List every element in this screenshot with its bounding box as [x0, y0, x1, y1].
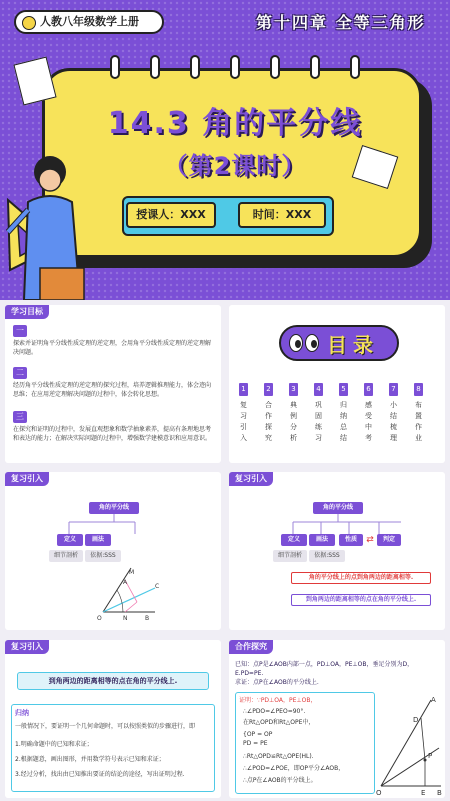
- slide-subtitle: （第2课时）: [163, 152, 307, 180]
- grade-label: 人教八年级数学上册: [40, 15, 139, 28]
- proof-line: ∴点P在∠AOB的平分线上。: [243, 777, 317, 784]
- point-label: D: [413, 716, 419, 724]
- mindmap-node-property: 性质: [339, 534, 363, 546]
- toc-slide[interactable]: [229, 305, 445, 463]
- goal-number-badge: 二: [13, 367, 27, 379]
- review-slide-2[interactable]: [229, 472, 445, 630]
- point-label: M: [129, 569, 135, 576]
- toc-item-label: 合作探究: [265, 401, 272, 442]
- dot-icon: [22, 16, 36, 30]
- toc-item[interactable]: [414, 383, 426, 444]
- goal-number-badge: 一: [13, 325, 27, 337]
- panel-header: 复习引入: [5, 640, 49, 654]
- toc-item-number: 5: [339, 383, 348, 396]
- mindmap-detail: 细节剖析: [273, 550, 307, 562]
- toc-item-number: 4: [314, 383, 323, 396]
- ring-icon: [110, 55, 120, 79]
- mindmap-node-judgement: 判定: [377, 534, 401, 546]
- explore-slide[interactable]: [229, 640, 445, 798]
- mindmap-connectors: [5, 514, 221, 534]
- goal-text: 在探究和证明的过程中，发展直观想象和数学抽象素养，提高有条理地思考和表达的能力；在解决实际问题的过程中，增强数学建模意识和应用意识。: [13, 426, 212, 442]
- point-label: N: [123, 615, 128, 622]
- grade-pill: [14, 10, 164, 34]
- toc-item-label: 布置作业: [415, 401, 422, 442]
- proof-line: ∴∠PDO=∠PEO=90°.: [243, 708, 306, 715]
- panel-header: 学习目标: [5, 305, 49, 319]
- toc-item-number: 3: [289, 383, 298, 396]
- proof-line: 证明：∵PD⊥OA，PE⊥OB，: [239, 697, 317, 704]
- toc-item[interactable]: [364, 383, 376, 444]
- ring-icon: [230, 55, 240, 79]
- mindmap-detail: 细节剖析: [49, 550, 83, 562]
- proof-line: ∴∠POD=∠POE，即OP平分∠AOB，: [243, 765, 345, 772]
- mindmap-root: 角的平分线: [313, 502, 363, 514]
- summary-line: 一般情况下，要证明一个几何命题时，可以按照类似的步骤进行，即: [15, 723, 196, 730]
- toc-item[interactable]: [389, 383, 401, 444]
- point-label: C: [155, 583, 160, 590]
- ring-icon: [270, 55, 280, 79]
- toc-item[interactable]: [339, 383, 351, 444]
- toc-item-number: 6: [364, 383, 373, 396]
- toc-item[interactable]: [264, 383, 276, 444]
- chapter-label: 第十四章 全等三角形: [256, 13, 426, 32]
- goal-text: 经历角平分线性质定理的逆定理的探究过程，培养逻辑推理能力，体会迹向思维；在应用逆定理解决问题的过程中，体会转化思想。: [13, 382, 212, 398]
- proof-line: {OP = OP: [243, 731, 273, 738]
- goal-number-badge: 三: [13, 411, 27, 423]
- review-slide-3[interactable]: [5, 640, 221, 798]
- toc-list: [239, 383, 439, 459]
- mindmap-node-drawing: 画法: [309, 534, 335, 546]
- prove-text: 求证：点P在∠AOB的平分线上.: [235, 679, 319, 686]
- toc-item-number: 1: [239, 383, 248, 396]
- mindmap-root: 角的平分线: [89, 502, 139, 514]
- toc-item[interactable]: [239, 383, 251, 444]
- mindmap-node-definition: 定义: [281, 534, 307, 546]
- point-label: A: [123, 579, 128, 586]
- judgement-statement: 到角两边的距离相等的点在角的平分线上.: [291, 594, 431, 606]
- ring-icon: [350, 55, 360, 79]
- toc-item-number: 8: [414, 383, 423, 396]
- mindmap-connectors: [229, 514, 445, 534]
- toc-item[interactable]: [314, 383, 326, 444]
- given-text: 已知：点P是∠AOB内部一点，PD⊥OA，PE⊥OB，垂足分别为D，E.PD=PE.: [235, 661, 414, 677]
- proof-line: ∴Rt△OPD≌Rt△OPE(HL).: [243, 753, 314, 760]
- point-label: E: [421, 789, 426, 796]
- toc-item-number: 2: [264, 383, 273, 396]
- proof-line: PD = PE: [243, 740, 268, 747]
- ring-icon: [190, 55, 200, 79]
- point-label: A: [431, 696, 436, 704]
- panel-header: 复习引入: [5, 472, 49, 486]
- goals-slide[interactable]: [5, 305, 221, 463]
- point-label: O: [97, 615, 102, 622]
- panel-header: 复习引入: [229, 472, 273, 486]
- toc-item-label: 感受中考: [365, 401, 372, 442]
- pupil-icon: [311, 340, 317, 348]
- property-statement: 角的平分线上的点到角两边的距离相等.: [291, 572, 431, 584]
- toc-item-label: 典例分析: [290, 401, 297, 442]
- toc-item[interactable]: [289, 383, 301, 444]
- mindmap-detail: 依据:SSS: [309, 550, 345, 562]
- theorem-banner: 到角两边的距离相等的点在角的平分线上.: [17, 672, 209, 690]
- panel-header: 合作探究: [229, 640, 273, 654]
- mindmap-node-definition: 定义: [57, 534, 83, 546]
- pupil-icon: [295, 340, 301, 348]
- mindmap-node-drawing: 画法: [85, 534, 111, 546]
- proof-figure: [375, 692, 445, 796]
- mindmap-detail: 依据:SSS: [85, 550, 121, 562]
- toc-item-label: 巩固练习: [315, 401, 322, 442]
- point-label: B: [437, 789, 442, 796]
- summary-title: 归纳: [15, 709, 29, 717]
- slide-title: 14.3 角的平分线: [107, 106, 363, 141]
- toc-item-label: 归纳总结: [340, 401, 347, 442]
- toc-item-number: 7: [389, 383, 398, 396]
- proof-line: 在Rt△OPD和Rt△OPE中，: [243, 719, 315, 726]
- summary-line: 1.明确命题中的已知和求证；: [15, 741, 93, 748]
- point-label: P: [428, 752, 433, 760]
- toc-title: 目录: [327, 333, 379, 357]
- swap-arrows-icon: ⇄: [366, 535, 374, 545]
- point-label: B: [145, 615, 150, 622]
- teacher-label: 授课人：XXX: [126, 202, 216, 228]
- review-slide-1[interactable]: [5, 472, 221, 630]
- angle-bisector-figure: [93, 564, 163, 624]
- goal-text: 探索并证明角平分线性质定理的逆定理，会用角平分线性质定理的逆定理解决问题。: [13, 340, 212, 356]
- ring-icon: [310, 55, 320, 79]
- toc-item-label: 复习引入: [240, 401, 247, 442]
- time-label: 时间：XXX: [238, 202, 326, 228]
- paper-icon: [13, 57, 56, 106]
- ring-icon: [150, 55, 160, 79]
- teacher-illustration: [0, 150, 110, 300]
- point-label: O: [376, 789, 382, 796]
- summary-line: 3.经过分析，找出由已知推出要证的结论的途径，写出证明过程.: [15, 771, 185, 778]
- toc-item-label: 小结梳理: [390, 401, 397, 442]
- title-slide[interactable]: [0, 0, 450, 300]
- summary-line: 2.根据题意，画出图形，并用数学符号表示已知和求证；: [15, 756, 165, 763]
